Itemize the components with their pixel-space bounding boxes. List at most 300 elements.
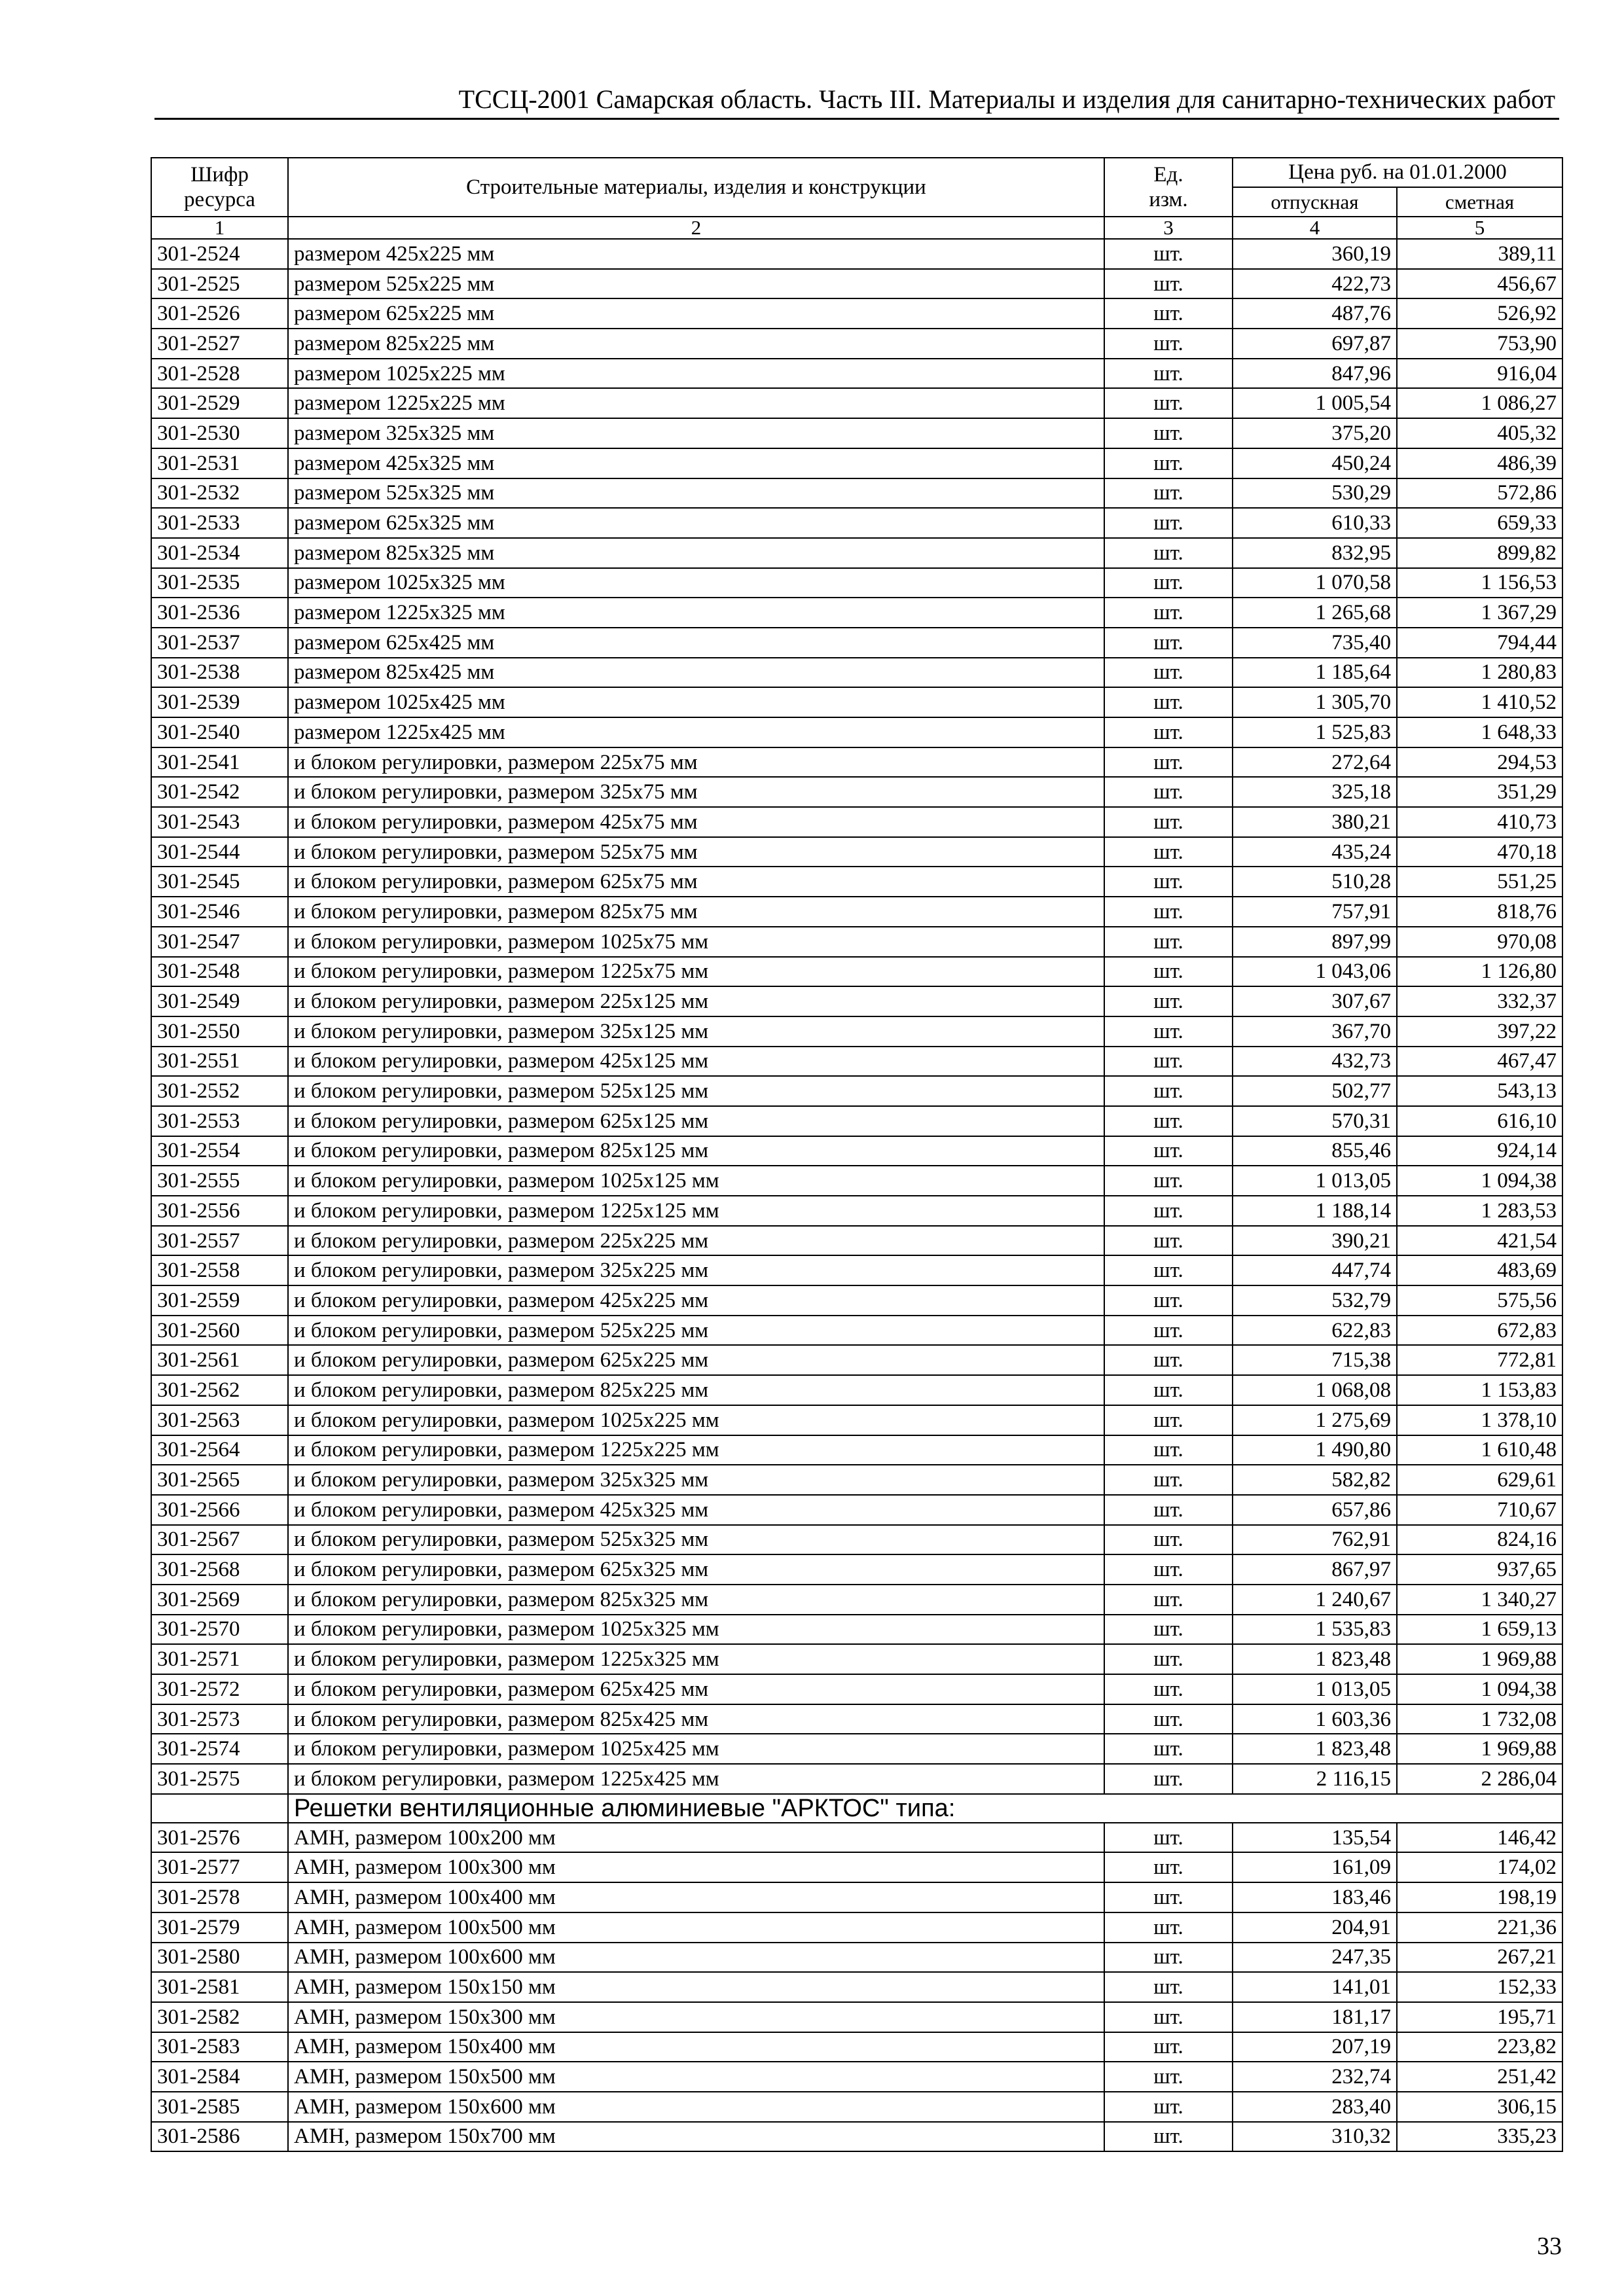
row-estimate-price: 1 648,33 [1397,717,1562,747]
row-name: АМН, размером 150х500 мм [288,2062,1104,2092]
row-code: 301-2580 [151,1943,288,1973]
row-code: 301-2552 [151,1076,288,1106]
row-release-price: 1 603,36 [1233,1704,1397,1734]
row-release-price: 1 240,67 [1233,1585,1397,1615]
row-unit: шт. [1104,628,1233,658]
table-row [151,658,1562,688]
row-estimate-price: 2 286,04 [1397,1764,1562,1794]
table-row [151,1047,1562,1077]
row-release-price: 247,35 [1233,1943,1397,1973]
row-code: 301-2536 [151,598,288,628]
row-unit: шт. [1104,1495,1233,1525]
row-name: и блоком регулировки, размером 625х75 мм [288,867,1104,897]
row-unit: шт. [1104,1196,1233,1226]
row-unit: шт. [1104,1285,1233,1316]
row-release-price: 832,95 [1233,538,1397,568]
row-unit: шт. [1104,1644,1233,1674]
row-code: 301-2541 [151,747,288,778]
table-row [151,837,1562,867]
row-release-price: 447,74 [1233,1255,1397,1285]
row-unit: шт. [1104,837,1233,867]
row-code: 301-2539 [151,687,288,717]
row-code: 301-2530 [151,418,288,448]
table-row [151,2032,1562,2062]
section-row [151,1794,1562,1823]
row-code: 301-2553 [151,1106,288,1136]
row-code: 301-2579 [151,1912,288,1943]
row-release-price: 390,21 [1233,1226,1397,1256]
row-estimate-price: 251,42 [1397,2062,1562,2092]
page-number: 33 [1537,2233,1562,2260]
row-name: и блоком регулировки, размером 525х325 мм [288,1525,1104,1555]
row-name: и блоком регулировки, размером 1025х225 мм [288,1405,1104,1435]
table-row [151,508,1562,538]
page-header: ТССЦ-2001 Самарская область. Часть III. Материалы и изделия для санитарно-технических работ [458,84,1555,114]
table-row [151,2062,1562,2092]
row-release-price: 1 005,54 [1233,388,1397,418]
row-estimate-price: 221,36 [1397,1912,1562,1943]
table-row [151,1943,1562,1973]
row-code: 301-2554 [151,1136,288,1166]
row-estimate-price: 1 086,27 [1397,388,1562,418]
row-release-price: 762,91 [1233,1525,1397,1555]
row-estimate-price: 470,18 [1397,837,1562,867]
row-estimate-price: 332,37 [1397,986,1562,1016]
row-name: и блоком регулировки, размером 825х225 мм [288,1375,1104,1405]
row-release-price: 432,73 [1233,1047,1397,1077]
table-row [151,687,1562,717]
row-name: и блоком регулировки, размером 825х75 мм [288,897,1104,927]
row-code: 301-2583 [151,2032,288,2062]
col-number: 3 [1104,217,1233,239]
row-release-price: 657,86 [1233,1495,1397,1525]
row-name: и блоком регулировки, размером 825х125 мм [288,1136,1104,1166]
row-estimate-price: 772,81 [1397,1345,1562,1375]
row-code: 301-2562 [151,1375,288,1405]
row-name: и блоком регулировки, размером 625х325 мм [288,1554,1104,1585]
row-unit: шт. [1104,1136,1233,1166]
row-unit: шт. [1104,2032,1233,2062]
row-code: 301-2581 [151,1972,288,2002]
row-unit: шт. [1104,508,1233,538]
row-name: размером 525х325 мм [288,478,1104,509]
table-row [151,1465,1562,1495]
table-row [151,957,1562,987]
row-estimate-price: 267,21 [1397,1943,1562,1973]
row-code: 301-2532 [151,478,288,509]
row-unit: шт. [1104,1016,1233,1047]
section-title: Решетки вентиляционные алюминиевые "АРКТОС" типа: [288,1794,1562,1823]
row-unit: шт. [1104,1615,1233,1645]
row-unit: шт. [1104,388,1233,418]
table-row [151,1166,1562,1196]
row-code: 301-2568 [151,1554,288,1585]
row-unit: шт. [1104,1823,1233,1853]
row-name: АМН, размером 100х400 мм [288,1882,1104,1912]
row-unit: шт. [1104,1734,1233,1764]
row-estimate-price: 753,90 [1397,329,1562,359]
table-row [151,1912,1562,1943]
row-release-price: 204,91 [1233,1912,1397,1943]
row-estimate-price: 1 283,53 [1397,1196,1562,1226]
row-unit: шт. [1104,418,1233,448]
row-estimate-price: 1 969,88 [1397,1644,1562,1674]
table-row [151,298,1562,329]
row-release-price: 487,76 [1233,298,1397,329]
table-row [151,986,1562,1016]
row-estimate-price: 794,44 [1397,628,1562,658]
row-estimate-price: 551,25 [1397,867,1562,897]
row-code: 301-2576 [151,1823,288,1853]
row-unit: шт. [1104,1852,1233,1882]
table-row [151,1823,1562,1853]
row-code: 301-2546 [151,897,288,927]
row-name: и блоком регулировки, размером 325х225 мм [288,1255,1104,1285]
row-code: 301-2534 [151,538,288,568]
row-estimate-price: 1 610,48 [1397,1435,1562,1465]
row-code: 301-2575 [151,1764,288,1794]
row-release-price: 367,70 [1233,1016,1397,1047]
row-unit: шт. [1104,867,1233,897]
row-name: и блоком регулировки, размером 1225х325 мм [288,1644,1104,1674]
rows-group-b [151,1823,1562,2152]
row-code: 301-2526 [151,298,288,329]
row-release-price: 2 116,15 [1233,1764,1397,1794]
row-release-price: 435,24 [1233,837,1397,867]
row-name: и блоком регулировки, размером 425х325 мм [288,1495,1104,1525]
col-number: 4 [1233,217,1397,239]
row-name: и блоком регулировки, размером 1025х125 мм [288,1166,1104,1196]
row-name: и блоком регулировки, размером 625х425 мм [288,1674,1104,1704]
row-estimate-price: 195,71 [1397,2002,1562,2032]
row-name: размером 425х225 мм [288,239,1104,269]
row-release-price: 1 490,80 [1233,1435,1397,1465]
row-code: 301-2559 [151,1285,288,1316]
table-row [151,1435,1562,1465]
row-unit: шт. [1104,1525,1233,1555]
row-name: размером 625х425 мм [288,628,1104,658]
row-code: 301-2529 [151,388,288,418]
row-name: и блоком регулировки, размером 325х75 мм [288,777,1104,807]
row-estimate-price: 306,15 [1397,2092,1562,2122]
row-unit: шт. [1104,986,1233,1016]
row-estimate-price: 970,08 [1397,927,1562,957]
row-estimate-price: 152,33 [1397,1972,1562,2002]
table-row [151,1285,1562,1316]
row-release-price: 502,77 [1233,1076,1397,1106]
row-name: размером 825х325 мм [288,538,1104,568]
row-unit: шт. [1104,807,1233,837]
row-unit: шт. [1104,658,1233,688]
row-unit: шт. [1104,1375,1233,1405]
row-unit: шт. [1104,1674,1233,1704]
table-row [151,1345,1562,1375]
row-name: и блоком регулировки, размером 825х425 мм [288,1704,1104,1734]
row-release-price: 310,32 [1233,2122,1397,2152]
col-number: 5 [1397,217,1562,239]
row-unit: шт. [1104,1465,1233,1495]
table-row [151,329,1562,359]
row-unit: шт. [1104,1345,1233,1375]
row-name: и блоком регулировки, размером 825х325 мм [288,1585,1104,1615]
row-name: размером 1025х425 мм [288,687,1104,717]
row-name: и блоком регулировки, размером 225х75 мм [288,747,1104,778]
row-release-price: 510,28 [1233,867,1397,897]
row-release-price: 360,19 [1233,239,1397,269]
section-group [151,1794,1562,1823]
row-release-price: 530,29 [1233,478,1397,509]
row-estimate-price: 824,16 [1397,1525,1562,1555]
row-estimate-price: 818,76 [1397,897,1562,927]
row-release-price: 715,38 [1233,1345,1397,1375]
col-header-release: отпускная [1233,187,1397,217]
row-release-price: 570,31 [1233,1106,1397,1136]
table-row [151,1882,1562,1912]
row-code: 301-2577 [151,1852,288,1882]
row-estimate-price: 1 732,08 [1397,1704,1562,1734]
row-unit: шт. [1104,1585,1233,1615]
col-header-unit [1104,158,1233,217]
row-code: 301-2550 [151,1016,288,1047]
row-release-price: 181,17 [1233,2002,1397,2032]
row-unit: шт. [1104,957,1233,987]
row-name: и блоком регулировки, размером 625х125 мм [288,1106,1104,1136]
table-row [151,747,1562,778]
row-estimate-price: 198,19 [1397,1882,1562,1912]
row-code: 301-2525 [151,269,288,299]
table-row [151,1136,1562,1166]
row-code: 301-2549 [151,986,288,1016]
row-name: АМН, размером 150х300 мм [288,2002,1104,2032]
row-name: и блоком регулировки, размером 425х225 мм [288,1285,1104,1316]
row-release-price: 1 275,69 [1233,1405,1397,1435]
row-code: 301-2535 [151,568,288,598]
row-unit: шт. [1104,1912,1233,1943]
row-code: 301-2527 [151,329,288,359]
row-name: и блоком регулировки, размером 225х125 мм [288,986,1104,1016]
col-header-name: Строительные материалы, изделия и конструкции [288,158,1104,217]
row-estimate-price: 1 156,53 [1397,568,1562,598]
row-release-price: 135,54 [1233,1823,1397,1853]
row-name: и блоком регулировки, размером 625х225 мм [288,1345,1104,1375]
row-name: размером 1225х325 мм [288,598,1104,628]
row-release-price: 757,91 [1233,897,1397,927]
row-code: 301-2573 [151,1704,288,1734]
row-code: 301-2543 [151,807,288,837]
row-unit: шт. [1104,1226,1233,1256]
row-estimate-price: 1 094,38 [1397,1166,1562,1196]
table-row [151,1255,1562,1285]
table-row [151,1525,1562,1555]
row-release-price: 855,46 [1233,1136,1397,1166]
col-number: 1 [151,217,288,239]
row-name: и блоком регулировки, размером 425х125 мм [288,1047,1104,1077]
table-row [151,1585,1562,1615]
row-estimate-price: 629,61 [1397,1465,1562,1495]
table-row [151,1316,1562,1346]
row-estimate-price: 1 126,80 [1397,957,1562,987]
row-estimate-price: 1 153,83 [1397,1375,1562,1405]
row-code: 301-2561 [151,1345,288,1375]
table-row [151,1405,1562,1435]
row-code: 301-2572 [151,1674,288,1704]
row-estimate-price: 351,29 [1397,777,1562,807]
row-release-price: 307,67 [1233,986,1397,1016]
row-release-price: 532,79 [1233,1285,1397,1316]
row-estimate-price: 616,10 [1397,1106,1562,1136]
row-estimate-price: 410,73 [1397,807,1562,837]
row-code: 301-2558 [151,1255,288,1285]
row-code: 301-2547 [151,927,288,957]
row-release-price: 897,99 [1233,927,1397,957]
row-unit: шт. [1104,1435,1233,1465]
table-row [151,1972,1562,2002]
row-unit: шт. [1104,329,1233,359]
row-code: 301-2578 [151,1882,288,1912]
row-name: и блоком регулировки, размером 525х75 мм [288,837,1104,867]
row-estimate-price: 575,56 [1397,1285,1562,1316]
table-row [151,628,1562,658]
row-unit: шт. [1104,1255,1233,1285]
row-name: и блоком регулировки, размером 1025х75 мм [288,927,1104,957]
row-release-price: 1 068,08 [1233,1375,1397,1405]
row-estimate-price: 899,82 [1397,538,1562,568]
row-code: 301-2556 [151,1196,288,1226]
row-unit: шт. [1104,298,1233,329]
col-header-unit-line1: Ед. [1153,163,1183,187]
row-name: и блоком регулировки, размером 325х125 мм [288,1016,1104,1047]
row-release-price: 1 043,06 [1233,957,1397,987]
table-row [151,2002,1562,2032]
row-estimate-price: 710,67 [1397,1495,1562,1525]
row-estimate-price: 397,22 [1397,1016,1562,1047]
row-name: и блоком регулировки, размером 1225х75 мм [288,957,1104,987]
row-name: размером 1225х425 мм [288,717,1104,747]
row-unit: шт. [1104,478,1233,509]
table-row [151,239,1562,269]
row-estimate-price: 1 340,27 [1397,1585,1562,1615]
table-row [151,1106,1562,1136]
row-estimate-price: 467,47 [1397,1047,1562,1077]
row-code: 301-2524 [151,239,288,269]
table-row [151,1076,1562,1106]
row-release-price: 735,40 [1233,628,1397,658]
table-row [151,418,1562,448]
row-release-price: 232,74 [1233,2062,1397,2092]
col-header-estimate: сметная [1397,187,1562,217]
row-unit: шт. [1104,1405,1233,1435]
row-estimate-price: 924,14 [1397,1136,1562,1166]
row-release-price: 1 070,58 [1233,568,1397,598]
row-name: АМН, размером 150х700 мм [288,2122,1104,2152]
row-estimate-price: 335,23 [1397,2122,1562,2152]
table-row [151,1734,1562,1764]
col-number: 2 [288,217,1104,239]
row-unit: шт. [1104,1882,1233,1912]
row-code: 301-2569 [151,1585,288,1615]
row-name: АМН, размером 150х600 мм [288,2092,1104,2122]
col-header-code-line1: Шифр [190,163,249,187]
row-estimate-price: 456,67 [1397,269,1562,299]
row-unit: шт. [1104,1943,1233,1973]
row-release-price: 375,20 [1233,418,1397,448]
row-name: и блоком регулировки, размером 525х125 мм [288,1076,1104,1106]
table-row [151,388,1562,418]
row-release-price: 380,21 [1233,807,1397,837]
rows-group-a [151,239,1562,1794]
table-row [151,1852,1562,1882]
row-code: 301-2563 [151,1405,288,1435]
row-name: и блоком регулировки, размером 1025х425 мм [288,1734,1104,1764]
row-unit: шт. [1104,2092,1233,2122]
row-estimate-price: 1 378,10 [1397,1405,1562,1435]
row-release-price: 697,87 [1233,329,1397,359]
row-unit: шт. [1104,687,1233,717]
row-name: размером 825х425 мм [288,658,1104,688]
row-name: АМН, размером 100х300 мм [288,1852,1104,1882]
table-row [151,1554,1562,1585]
row-estimate-price: 421,54 [1397,1226,1562,1256]
row-release-price: 1 535,83 [1233,1615,1397,1645]
row-name: и блоком регулировки, размером 225х225 мм [288,1226,1104,1256]
row-release-price: 422,73 [1233,269,1397,299]
row-unit: шт. [1104,1166,1233,1196]
row-unit: шт. [1104,1554,1233,1585]
row-code: 301-2544 [151,837,288,867]
row-release-price: 1 013,05 [1233,1674,1397,1704]
row-release-price: 1 823,48 [1233,1734,1397,1764]
table-row [151,2122,1562,2152]
row-code: 301-2574 [151,1734,288,1764]
row-name: АМН, размером 100х500 мм [288,1912,1104,1943]
row-code: 301-2582 [151,2002,288,2032]
row-estimate-price: 572,86 [1397,478,1562,509]
row-unit: шт. [1104,1972,1233,2002]
row-code: 301-2567 [151,1525,288,1555]
row-release-price: 325,18 [1233,777,1397,807]
table-row [151,807,1562,837]
row-release-price: 582,82 [1233,1465,1397,1495]
table-row [151,448,1562,478]
row-name: АМН, размером 100х200 мм [288,1823,1104,1853]
table-row [151,867,1562,897]
row-name: и блоком регулировки, размером 1225х125 мм [288,1196,1104,1226]
row-name: и блоком регулировки, размером 1025х325 мм [288,1615,1104,1645]
row-code: 301-2565 [151,1465,288,1495]
table-row [151,1764,1562,1794]
row-code: 301-2566 [151,1495,288,1525]
row-unit: шт. [1104,568,1233,598]
row-release-price: 161,09 [1233,1852,1397,1882]
row-code: 301-2560 [151,1316,288,1346]
row-name: размером 625х325 мм [288,508,1104,538]
row-unit: шт. [1104,777,1233,807]
row-estimate-price: 1 410,52 [1397,687,1562,717]
row-name: АМН, размером 150х400 мм [288,2032,1104,2062]
row-unit: шт. [1104,1704,1233,1734]
row-release-price: 1 185,64 [1233,658,1397,688]
table-row [151,1226,1562,1256]
row-estimate-price: 1 367,29 [1397,598,1562,628]
row-name: размером 1025х325 мм [288,568,1104,598]
row-code: 301-2531 [151,448,288,478]
row-code: 301-2570 [151,1615,288,1645]
row-unit: шт. [1104,747,1233,778]
row-unit: шт. [1104,598,1233,628]
table-row [151,1615,1562,1645]
row-code: 301-2586 [151,2122,288,2152]
col-header-code [151,158,288,217]
